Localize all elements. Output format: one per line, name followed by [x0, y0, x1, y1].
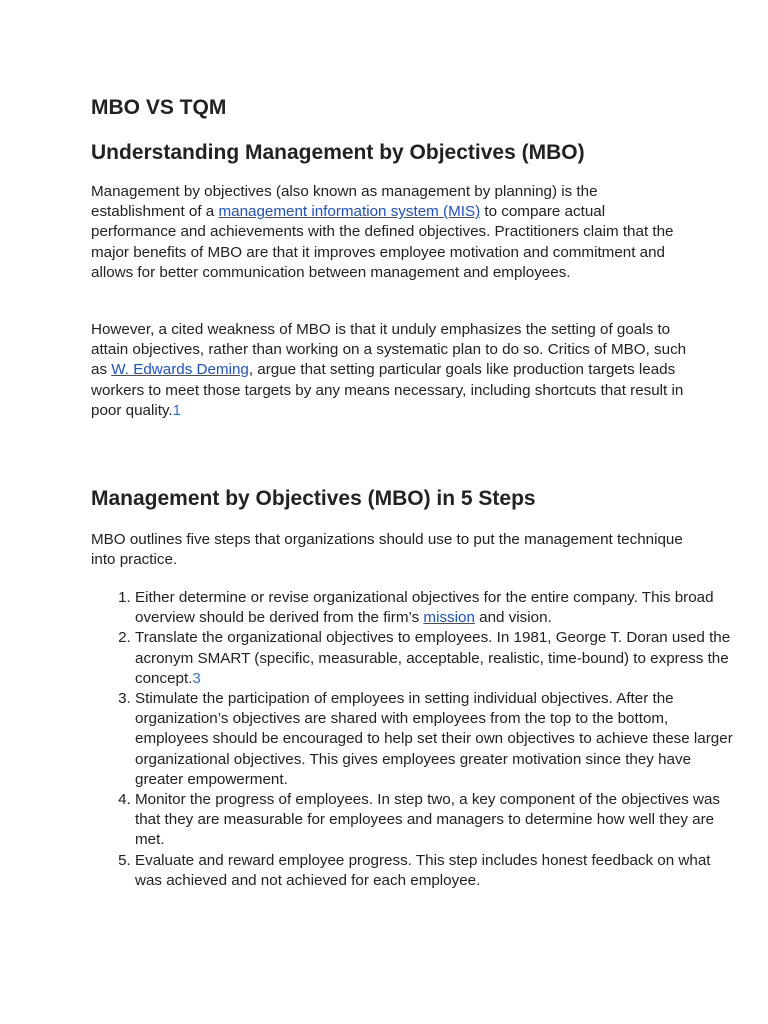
paragraph-mbo-weakness [91, 320, 691, 421]
link-deming[interactable]: W. Edwards Deming [111, 361, 249, 379]
list-item-step-3 [135, 689, 735, 790]
section-heading-mbo-5-steps: Management by Objectives (MBO) in 5 Steps [91, 487, 536, 510]
paragraph-text: , argue that setting particular goals like production targets leads workers to meet those targets by any means necessary, including shortcuts that result in poor quality. [91, 361, 684, 419]
section-heading-understanding-mbo: Understanding Management by Objectives (MBO) [91, 141, 585, 164]
step-text: Translate the organizational objectives to employees. In 1981, George T. Doran used the acronym SMART (specific, measurable, acceptable, realistic, time-bound) to express the concept. [135, 629, 731, 687]
step-text: Stimulate the participation of employees in setting individual objectives. After the organization’s objectives are shared with employees from the top to the bottom, employees should be encouraged to help set their own objectives to achieve these larger organizational objectives. This gives employees greater motivation since they have greater empowerment. [135, 690, 733, 788]
steps-list [91, 588, 735, 891]
link-mis[interactable]: management information system (MIS) [218, 203, 481, 221]
paragraph-steps-intro: MBO outlines five steps that organizations should use to put the management technique into practice. [91, 531, 683, 569]
list-item-step-4 [135, 790, 735, 851]
step-text: Monitor the progress of employees. In step two, a key component of the objectives was that they are measurable for employees and managers to determine how well they are met. [135, 791, 721, 849]
footnote-ref-1[interactable]: 1 [172, 401, 182, 419]
paragraph-text: to compare actual performance and achievements with the defined objectives. Practitioners claim that the major benefits of MBO are that it improves employee motivation and commitment and allows for better communication between management and employees. [91, 203, 674, 281]
link-mission[interactable]: mission [423, 609, 475, 627]
paragraph-mbo-definition [91, 182, 691, 283]
step-text: Evaluate and reward employee progress. This step includes honest feedback on what was achieved and not achieved for each employee. [135, 851, 711, 889]
paragraph-text: However, a cited weakness of MBO is that it unduly emphasizes the setting of goals to attain objectives, rather than working on a systematic plan to do so. Critics of MBO, such as [91, 321, 687, 379]
paragraph-text: Management by objectives (also known as management by planning) is the establishment of a [91, 183, 598, 221]
list-item-step-5 [135, 851, 735, 891]
document-title: MBO VS TQM [91, 96, 227, 119]
footnote-ref-3[interactable]: 3 [192, 669, 201, 687]
list-item-step-2 [135, 628, 735, 689]
step-text: Either determine or revise organizational objectives for the entire company. This broad overview should be derived from the firm’s [135, 589, 714, 627]
list-item-step-1 [135, 588, 735, 628]
step-text: and vision. [474, 609, 552, 627]
